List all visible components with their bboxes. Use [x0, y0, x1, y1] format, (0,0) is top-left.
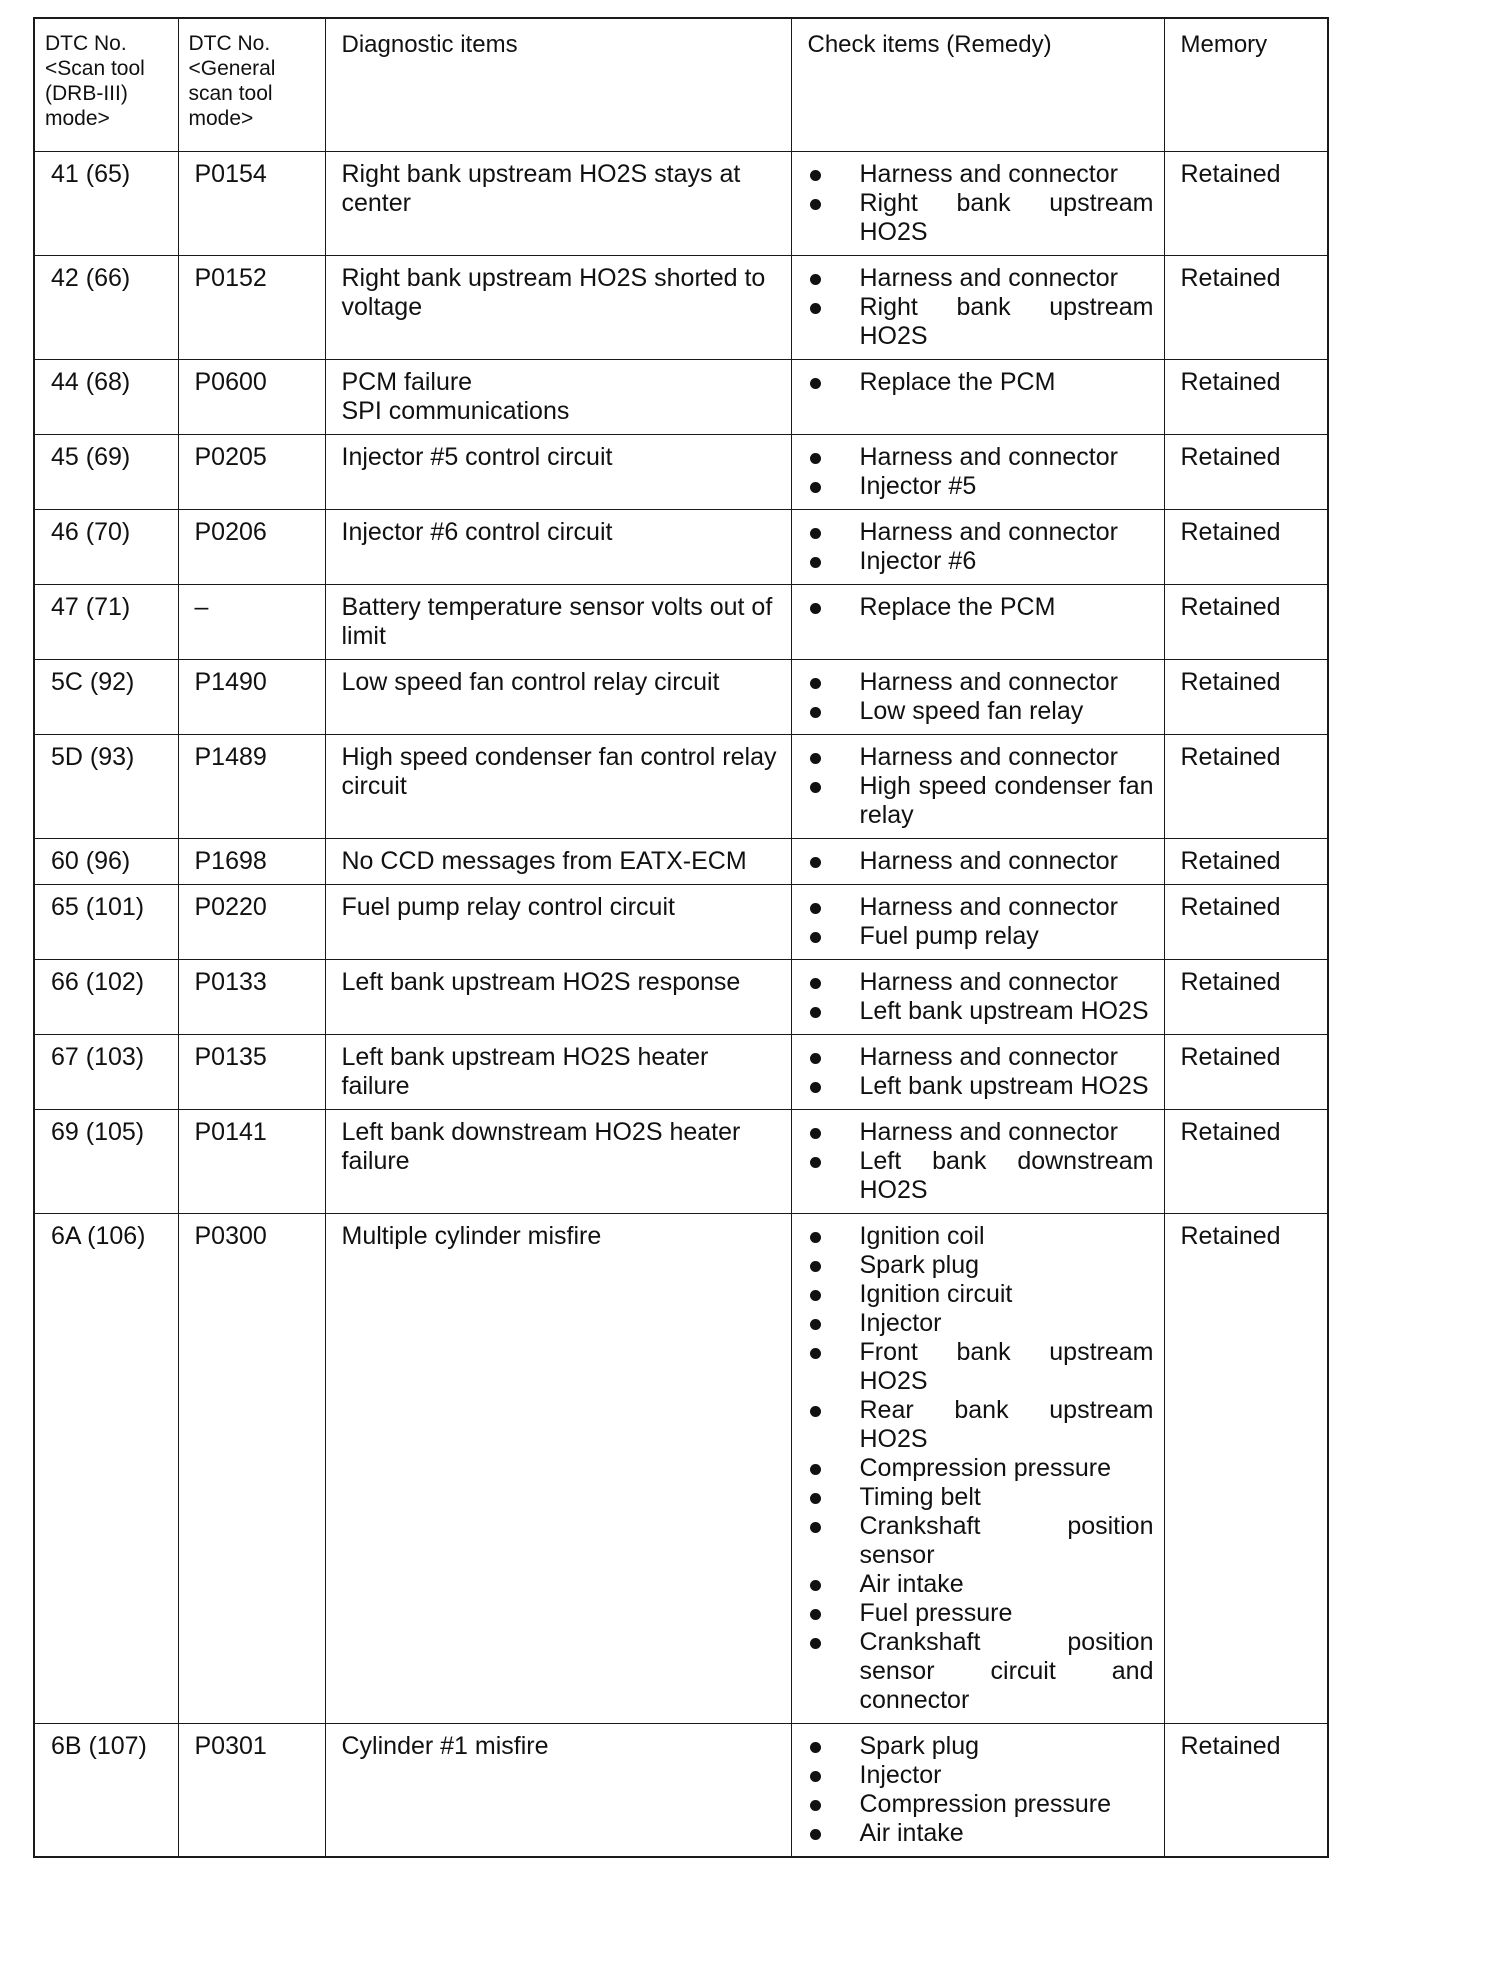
diagnostic-item-line: High speed condenser fan control relay circuit	[341, 743, 777, 800]
bullet-icon	[810, 1638, 821, 1649]
general-dtc-cell: P0141	[178, 1110, 325, 1214]
check-item-text: Rear bank upstream HO2S	[859, 1396, 1154, 1453]
bullet-icon	[810, 1007, 821, 1018]
check-item-text: Replace the PCM	[859, 593, 1056, 621]
bullet-icon	[810, 1771, 821, 1782]
header-diagnostic-items: Diagnostic items	[325, 18, 791, 152]
check-item-text: Ignition circuit	[859, 1280, 1013, 1308]
bullet-icon	[810, 782, 821, 793]
check-item-text: Harness and connector	[859, 893, 1118, 921]
memory-cell: Retained	[1164, 510, 1328, 585]
check-item	[808, 1338, 1154, 1396]
check-item-text: Harness and connector	[859, 1043, 1118, 1071]
diagnostic-item-line: Left bank upstream HO2S heater failure	[341, 1043, 709, 1100]
check-item	[808, 1396, 1154, 1454]
check-item	[808, 1251, 1154, 1280]
dtc-table	[33, 17, 1329, 1858]
scan-tool-dtc-cell: 65 (101)	[34, 885, 178, 960]
check-item-text: Right bank upstream HO2S	[859, 189, 1154, 246]
bullet-icon	[810, 482, 821, 493]
bullet-icon	[810, 199, 821, 210]
table-row	[34, 360, 1328, 435]
general-dtc-cell: P0301	[178, 1724, 325, 1858]
memory-cell: Retained	[1164, 585, 1328, 660]
check-item-text: Fuel pressure	[859, 1599, 1013, 1627]
memory-cell: Retained	[1164, 1724, 1328, 1858]
check-items-list	[808, 518, 1154, 576]
check-items-cell	[791, 510, 1164, 585]
bullet-icon	[810, 603, 821, 614]
diagnostic-item-line: Multiple cylinder misfire	[341, 1222, 602, 1250]
memory-cell: Retained	[1164, 256, 1328, 360]
diagnostic-item-cell	[325, 839, 791, 885]
bullet-icon	[810, 303, 821, 314]
check-item	[808, 1599, 1154, 1628]
diagnostic-item-line: No CCD messages from EATX-ECM	[341, 847, 747, 875]
check-items-cell	[791, 360, 1164, 435]
check-item	[808, 1118, 1154, 1147]
table-row	[34, 585, 1328, 660]
diagnostic-item-cell	[325, 435, 791, 510]
check-item-text: Injector #5	[859, 472, 977, 500]
memory-cell: Retained	[1164, 1214, 1328, 1724]
check-item-text: Harness and connector	[859, 743, 1118, 771]
check-item	[808, 1732, 1154, 1761]
general-dtc-cell: P1489	[178, 735, 325, 839]
memory-cell: Retained	[1164, 152, 1328, 256]
bullet-icon	[810, 274, 821, 285]
diagnostic-item-line: Low speed fan control relay circuit	[341, 668, 720, 696]
check-items-cell	[791, 885, 1164, 960]
bullet-icon	[810, 1319, 821, 1330]
check-item	[808, 1072, 1154, 1101]
check-item-text: Harness and connector	[859, 847, 1118, 875]
check-item-text: Injector #6	[859, 547, 977, 575]
diagnostic-item-cell	[325, 585, 791, 660]
check-item	[808, 968, 1154, 997]
bullet-icon	[810, 528, 821, 539]
scan-tool-dtc-cell: 46 (70)	[34, 510, 178, 585]
table-row	[34, 839, 1328, 885]
dtc-table-page	[33, 17, 1327, 1858]
check-item-text: Front bank upstream HO2S	[859, 1338, 1154, 1395]
table-row	[34, 660, 1328, 735]
check-items-list	[808, 1222, 1154, 1715]
scan-tool-dtc-cell: 67 (103)	[34, 1035, 178, 1110]
general-dtc-cell: P0133	[178, 960, 325, 1035]
scan-tool-dtc-cell: 45 (69)	[34, 435, 178, 510]
check-item	[808, 1790, 1154, 1819]
table-row	[34, 435, 1328, 510]
check-items-cell	[791, 1214, 1164, 1724]
check-item-text: Left bank upstream HO2S	[859, 997, 1149, 1025]
memory-cell: Retained	[1164, 735, 1328, 839]
check-item	[808, 1222, 1154, 1251]
diagnostic-item-line: Injector #5 control circuit	[341, 443, 613, 471]
header-memory: Memory	[1164, 18, 1328, 152]
table-row	[34, 1110, 1328, 1214]
memory-cell: Retained	[1164, 435, 1328, 510]
diagnostic-item-cell	[325, 1110, 791, 1214]
check-items-cell	[791, 152, 1164, 256]
table-row	[34, 256, 1328, 360]
scan-tool-dtc-cell: 60 (96)	[34, 839, 178, 885]
general-dtc-cell: P0220	[178, 885, 325, 960]
diagnostic-item-line: PCM failure	[341, 368, 473, 396]
bullet-icon	[810, 1800, 821, 1811]
bullet-icon	[810, 378, 821, 389]
check-item	[808, 1147, 1154, 1205]
check-items-list	[808, 264, 1154, 351]
check-item-text: Timing belt	[859, 1483, 981, 1511]
check-item-text: Harness and connector	[859, 668, 1118, 696]
check-items-list	[808, 1043, 1154, 1101]
bullet-icon	[810, 1128, 821, 1139]
diagnostic-item-line: Fuel pump relay control circuit	[341, 893, 675, 921]
bullet-icon	[810, 857, 821, 868]
bullet-icon	[810, 1157, 821, 1168]
check-item	[808, 189, 1154, 247]
check-items-list	[808, 1732, 1154, 1848]
check-item	[808, 1628, 1154, 1715]
diagnostic-item-cell	[325, 360, 791, 435]
check-items-cell	[791, 585, 1164, 660]
check-items-list	[808, 743, 1154, 830]
check-item	[808, 997, 1154, 1026]
check-item	[808, 922, 1154, 951]
bullet-icon	[810, 707, 821, 718]
header-scan-tool-dtc: DTC No. <Scan tool (DRB-III) mode>	[34, 18, 178, 152]
check-items-list	[808, 368, 1154, 397]
general-dtc-cell: P0135	[178, 1035, 325, 1110]
check-item-text: Left bank upstream HO2S	[859, 1072, 1149, 1100]
check-items-list	[808, 968, 1154, 1026]
check-item-text: High speed condenser fan relay	[859, 772, 1154, 829]
check-item	[808, 893, 1154, 922]
check-item-text: Low speed fan relay	[859, 697, 1084, 725]
scan-tool-dtc-cell: 47 (71)	[34, 585, 178, 660]
bullet-icon	[810, 1522, 821, 1533]
check-item-text: Crankshaft position sensor circuit and connector	[859, 1628, 1154, 1714]
check-item-text: Spark plug	[859, 1251, 980, 1279]
check-item	[808, 293, 1154, 351]
diagnostic-item-line: Left bank downstream HO2S heater failure	[341, 1118, 741, 1175]
check-item	[808, 472, 1154, 501]
check-items-cell	[791, 1724, 1164, 1858]
check-items-cell	[791, 660, 1164, 735]
table-row	[34, 735, 1328, 839]
diagnostic-item-line: SPI communications	[341, 397, 570, 425]
check-item-text: Ignition coil	[859, 1222, 985, 1250]
check-item	[808, 518, 1154, 547]
check-item-text: Left bank downstream HO2S	[859, 1147, 1154, 1204]
check-items-cell	[791, 256, 1164, 360]
scan-tool-dtc-cell: 5C (92)	[34, 660, 178, 735]
general-dtc-cell: –	[178, 585, 325, 660]
diagnostic-item-line: Injector #6 control circuit	[341, 518, 613, 546]
general-dtc-cell: P0300	[178, 1214, 325, 1724]
bullet-icon	[810, 170, 821, 181]
bullet-icon	[810, 903, 821, 914]
scan-tool-dtc-cell: 69 (105)	[34, 1110, 178, 1214]
check-items-list	[808, 668, 1154, 726]
check-items-list	[808, 593, 1154, 622]
table-row	[34, 960, 1328, 1035]
diagnostic-item-cell	[325, 256, 791, 360]
check-item-text: Spark plug	[859, 1732, 980, 1760]
check-item-text: Right bank upstream HO2S	[859, 293, 1154, 350]
check-items-list	[808, 1118, 1154, 1205]
check-item	[808, 1483, 1154, 1512]
memory-cell: Retained	[1164, 1035, 1328, 1110]
check-items-cell	[791, 735, 1164, 839]
check-items-list	[808, 443, 1154, 501]
check-item	[808, 1761, 1154, 1790]
general-dtc-cell: P0152	[178, 256, 325, 360]
general-dtc-cell: P1490	[178, 660, 325, 735]
diagnostic-item-cell	[325, 660, 791, 735]
check-item-text: Harness and connector	[859, 443, 1118, 471]
check-items-list	[808, 160, 1154, 247]
bullet-icon	[810, 557, 821, 568]
bullet-icon	[810, 1609, 821, 1620]
general-dtc-cell: P0600	[178, 360, 325, 435]
check-item	[808, 772, 1154, 830]
check-item-text: Fuel pump relay	[859, 922, 1039, 950]
check-item-text: Harness and connector	[859, 1118, 1118, 1146]
check-item	[808, 160, 1154, 189]
check-item	[808, 668, 1154, 697]
check-item	[808, 1454, 1154, 1483]
diagnostic-item-line: Right bank upstream HO2S shorted to voltage	[341, 264, 766, 321]
scan-tool-dtc-cell: 42 (66)	[34, 256, 178, 360]
diagnostic-item-line: Cylinder #1 misfire	[341, 1732, 549, 1760]
bullet-icon	[810, 1406, 821, 1417]
table-row	[34, 1214, 1328, 1724]
check-item	[808, 1280, 1154, 1309]
check-item-text: Harness and connector	[859, 968, 1118, 996]
check-item	[808, 443, 1154, 472]
general-dtc-cell: P0206	[178, 510, 325, 585]
bullet-icon	[810, 678, 821, 689]
diagnostic-item-cell	[325, 1214, 791, 1724]
diagnostic-item-cell	[325, 885, 791, 960]
bullet-icon	[810, 1290, 821, 1301]
diagnostic-item-cell	[325, 1035, 791, 1110]
bullet-icon	[810, 978, 821, 989]
check-items-list	[808, 847, 1154, 876]
bullet-icon	[810, 1829, 821, 1840]
bullet-icon	[810, 1082, 821, 1093]
check-item	[808, 1043, 1154, 1072]
general-dtc-cell: P0205	[178, 435, 325, 510]
bullet-icon	[810, 1053, 821, 1064]
check-item	[808, 264, 1154, 293]
check-items-cell	[791, 839, 1164, 885]
memory-cell: Retained	[1164, 839, 1328, 885]
table-row	[34, 152, 1328, 256]
diagnostic-item-cell	[325, 1724, 791, 1858]
check-item	[808, 547, 1154, 576]
bullet-icon	[810, 1232, 821, 1243]
check-items-cell	[791, 435, 1164, 510]
diagnostic-item-line: Battery temperature sensor volts out of limit	[341, 593, 773, 650]
check-item-text: Replace the PCM	[859, 368, 1056, 396]
scan-tool-dtc-cell: 66 (102)	[34, 960, 178, 1035]
general-dtc-cell: P1698	[178, 839, 325, 885]
check-item-text: Injector	[859, 1761, 942, 1789]
check-item-text: Harness and connector	[859, 518, 1118, 546]
diagnostic-item-cell	[325, 152, 791, 256]
dtc-table-body	[34, 152, 1328, 1858]
table-row	[34, 510, 1328, 585]
memory-cell: Retained	[1164, 360, 1328, 435]
check-item	[808, 593, 1154, 622]
scan-tool-dtc-cell: 41 (65)	[34, 152, 178, 256]
header-general-dtc: DTC No. <General scan tool mode>	[178, 18, 325, 152]
check-item-text: Compression pressure	[859, 1790, 1111, 1818]
table-row	[34, 1035, 1328, 1110]
check-item	[808, 847, 1154, 876]
bullet-icon	[810, 1261, 821, 1272]
check-items-list	[808, 893, 1154, 951]
check-item	[808, 743, 1154, 772]
diagnostic-item-line: Left bank upstream HO2S response	[341, 968, 741, 996]
diagnostic-item-cell	[325, 735, 791, 839]
check-item	[808, 1309, 1154, 1338]
table-row	[34, 1724, 1328, 1858]
check-items-cell	[791, 1110, 1164, 1214]
scan-tool-dtc-cell: 6B (107)	[34, 1724, 178, 1858]
check-items-cell	[791, 1035, 1164, 1110]
header-check-items: Check items (Remedy)	[791, 18, 1164, 152]
check-item-text: Harness and connector	[859, 264, 1118, 292]
check-item-text: Compression pressure	[859, 1454, 1111, 1482]
check-item-text: Air intake	[859, 1570, 964, 1598]
scan-tool-dtc-cell: 44 (68)	[34, 360, 178, 435]
general-dtc-cell: P0154	[178, 152, 325, 256]
bullet-icon	[810, 453, 821, 464]
scan-tool-dtc-cell: 6A (106)	[34, 1214, 178, 1724]
check-item-text: Crankshaft position sensor	[859, 1512, 1154, 1569]
check-items-cell	[791, 960, 1164, 1035]
check-item	[808, 368, 1154, 397]
scan-tool-dtc-cell: 5D (93)	[34, 735, 178, 839]
check-item-text: Injector	[859, 1309, 942, 1337]
diagnostic-item-cell	[325, 960, 791, 1035]
bullet-icon	[810, 1580, 821, 1591]
memory-cell: Retained	[1164, 960, 1328, 1035]
bullet-icon	[810, 1493, 821, 1504]
check-item-text: Harness and connector	[859, 160, 1118, 188]
memory-cell: Retained	[1164, 1110, 1328, 1214]
diagnostic-item-cell	[325, 510, 791, 585]
bullet-icon	[810, 932, 821, 943]
bullet-icon	[810, 1464, 821, 1475]
bullet-icon	[810, 753, 821, 764]
check-item	[808, 1512, 1154, 1570]
check-item	[808, 697, 1154, 726]
check-item	[808, 1819, 1154, 1848]
diagnostic-item-line: Right bank upstream HO2S stays at center	[341, 160, 741, 217]
check-item	[808, 1570, 1154, 1599]
memory-cell: Retained	[1164, 660, 1328, 735]
header-row	[34, 18, 1328, 152]
check-item-text: Air intake	[859, 1819, 964, 1847]
memory-cell: Retained	[1164, 885, 1328, 960]
bullet-icon	[810, 1348, 821, 1359]
table-row	[34, 885, 1328, 960]
bullet-icon	[810, 1742, 821, 1753]
